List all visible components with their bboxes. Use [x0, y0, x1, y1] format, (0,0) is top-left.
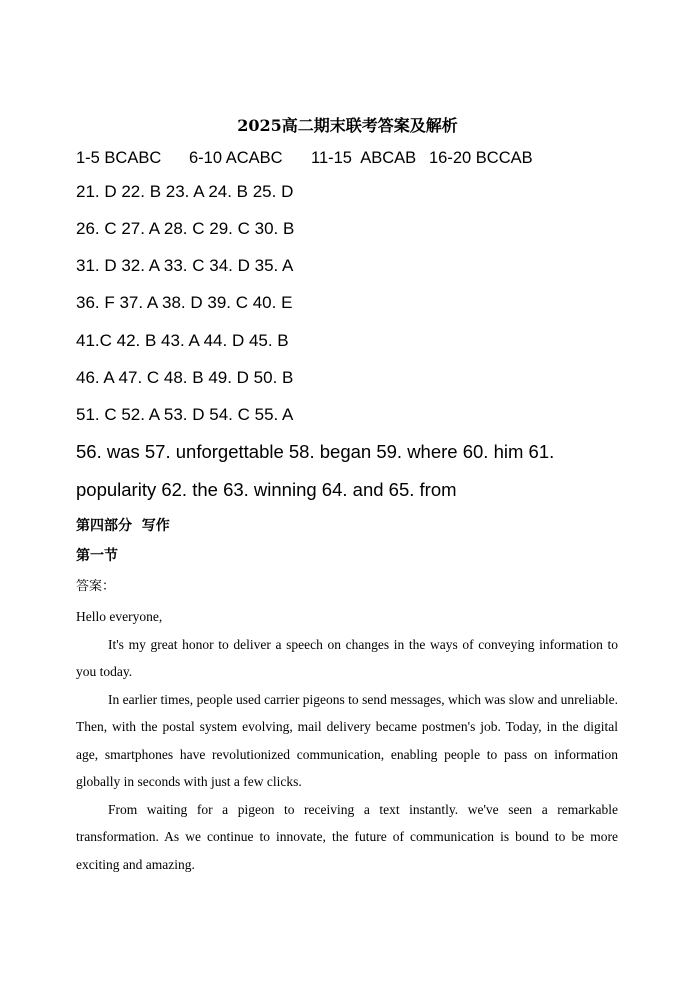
section-one-heading: 第一节: [76, 548, 118, 564]
answer-line: 46. A 47. C 48. B 49. D 50. B: [76, 368, 294, 387]
essay-paragraph: From waiting for a pigeon to receiving a text instantly. we've seen a remarkable transformation. As we continue to innovate, the future of communication is bound to be more exciting and amazing.: [76, 801, 618, 872]
answer-line: 41.C 42. B 43. A 44. D 45. B: [76, 331, 289, 350]
multiple-choice-answers: [76, 149, 533, 168]
mc-group: 6-10 ACABC: [189, 149, 283, 167]
essay-paragraph: It's my great honor to deliver a speech on changes in the ways of conveying information to you today.: [76, 636, 618, 679]
mc-group: 1-5 BCABC: [76, 149, 162, 167]
answer-line: 31. D 32. A 33. C 34. D 35. A: [76, 256, 294, 275]
grammar-answer-line: 56. was 57. unforgettable 58. began 59. where 60. him 61.: [76, 441, 555, 462]
part-four-heading: 第四部分 写作: [76, 518, 170, 534]
answer-line: 26. C 27. A 28. C 29. C 30. B: [76, 219, 295, 238]
answer-line: 51. C 52. A 53. D 54. C 55. A: [76, 405, 294, 424]
mc-group: 16-20 BCCAB: [429, 149, 533, 167]
answer-label: 答案：: [76, 579, 116, 594]
answer-line: 21. D 22. B 23. A 24. B 25. D: [76, 182, 294, 201]
mc-group: 11-15 ABCAB: [311, 149, 417, 167]
answer-line: 36. F 37. A 38. D 39. C 40. E: [76, 293, 293, 312]
grammar-answer-line: popularity 62. the 63. winning 64. and 65. from: [76, 479, 457, 500]
essay-greeting: Hello everyone,: [76, 609, 163, 624]
page-title: 2025高二期末联考答案及解析: [237, 116, 458, 135]
essay-paragraph: In earlier times, people used carrier pigeons to send messages, which was slow and unreliable. Then, with the postal system evolving, mail delivery became postmen's job. Today, in the digital age, smartphones have revolutionized communication, enabling people to pass on information globally in seconds with just a few clicks.: [76, 691, 618, 789]
model-essay: [76, 603, 618, 878]
